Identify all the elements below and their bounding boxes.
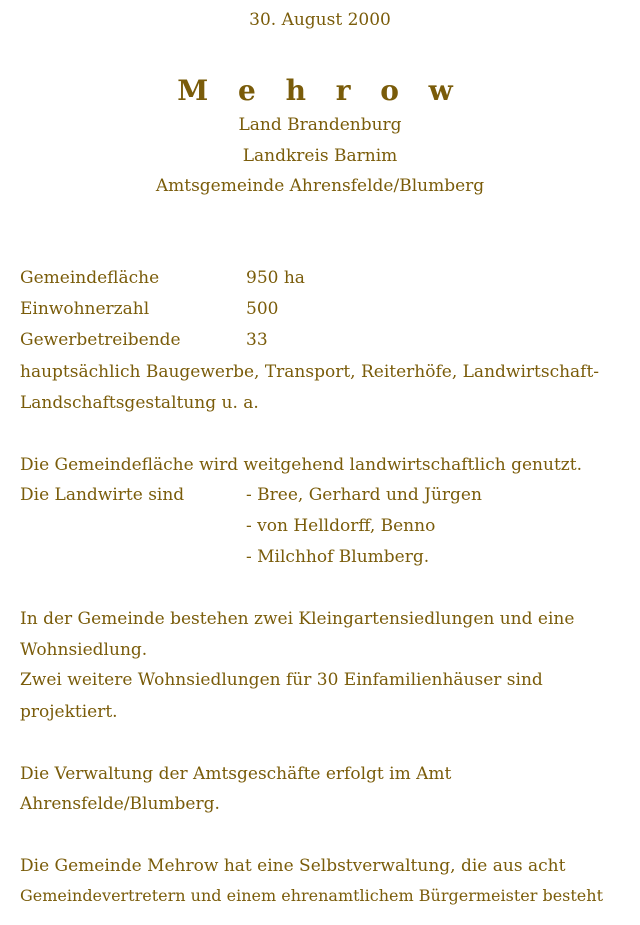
farmer-3: - Milchhof Blumberg. xyxy=(246,547,430,567)
date-line: 30. August 2000 xyxy=(249,10,391,30)
settlements-line-4: projektiert. xyxy=(20,702,118,722)
settlements-line-2: Wohnsiedlung. xyxy=(20,640,148,660)
municipality-line: Amtsgemeinde Ahrensfelde/Blumberg xyxy=(155,176,485,196)
farmers-label: Die Landwirte sind xyxy=(20,485,185,505)
place-title: M e h r o w xyxy=(177,74,463,107)
self-government-line-1: Die Gemeinde Mehrow hat eine Selbstverwaltung, die aus acht xyxy=(20,856,566,876)
state-line: Land Brandenburg xyxy=(238,115,402,135)
fact-population-label: Einwohnerzahl xyxy=(20,299,150,319)
fact-area-value: 950 ha xyxy=(246,268,305,288)
land-use-line: Die Gemeindefläche wird weitgehend landwirtschaftlich genutzt. xyxy=(20,455,582,475)
fact-area-label: Gemeindefläche xyxy=(20,268,160,288)
settlements-line-1: In der Gemeinde bestehen zwei Kleingartensiedlungen und eine xyxy=(20,609,575,629)
administration-line-2: Ahrensfelde/Blumberg. xyxy=(20,794,220,814)
fact-businesses-value: 33 xyxy=(246,330,268,350)
farmer-1: - Bree, Gerhard und Jürgen xyxy=(246,485,482,505)
farmer-2: - von Helldorff, Benno xyxy=(246,516,436,536)
administration-line-1: Die Verwaltung der Amtsgeschäfte erfolgt im Amt xyxy=(20,764,452,784)
district-line: Landkreis Barnim xyxy=(242,146,398,166)
business-line-1: hauptsächlich Baugewerbe, Transport, Reiterhöfe, Landwirtschaft- xyxy=(20,362,600,382)
self-government-line-2: Gemeindevertretern und einem ehrenamtlichem Bürgermeister besteht xyxy=(20,886,604,905)
settlements-line-3: Zwei weitere Wohnsiedlungen für 30 Einfamilienhäuser sind xyxy=(20,670,543,690)
fact-businesses-label: Gewerbetreibende xyxy=(20,330,181,350)
fact-population-value: 500 xyxy=(246,299,279,319)
business-line-2: Landschaftsgestaltung u. a. xyxy=(20,393,259,413)
